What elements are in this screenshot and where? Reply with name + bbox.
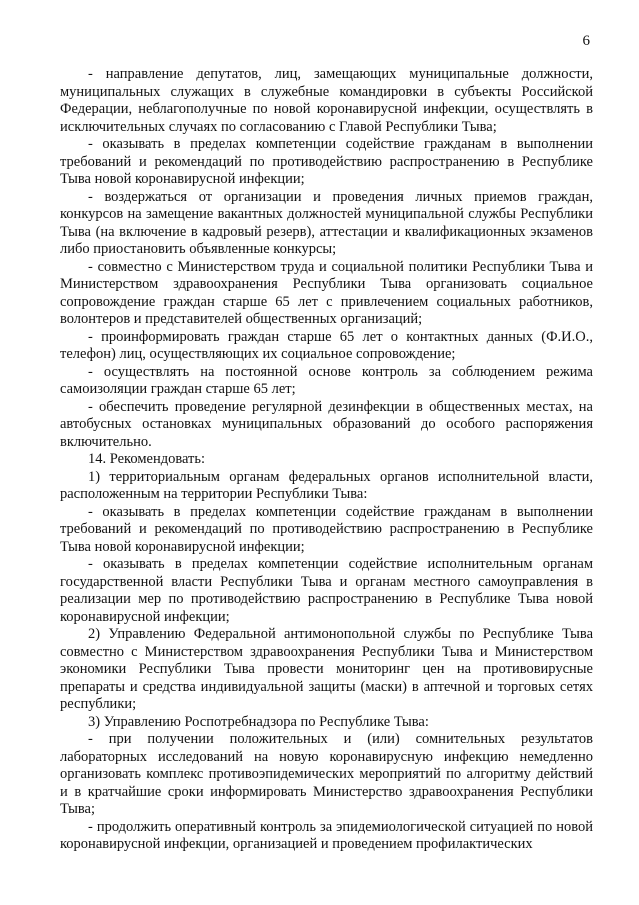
paragraph: - направление депутатов, лиц, замещающих муниципальные должности, муниципальных служащих в служебные командировки в субъекты Российской Федерации, неблагополучные по новой коронавирусной инфекции, осуществлять в исключительных случаях по согласованию с Главой Республики Тыва; — [60, 66, 593, 135]
paragraph: - оказывать в пределах компетенции содействие гражданам в выполнении требований и рекомендаций по противодействию распространению в Республике Тыва новой коронавирусной инфекции; — [60, 503, 593, 555]
paragraph: - оказывать в пределах компетенции содействие гражданам в выполнении требований и рекомендаций по противодействию распространению в Республике Тыва новой коронавирусной инфекции; — [60, 136, 593, 187]
paragraph: - воздержаться от организации и проведения личных приемов граждан, конкурсов на замещение вакантных должностей муниципальной службы Республики Тыва (на включение в кадровый резерв), аттестации и квалификационных экзаменов либо приостановить объявленные конкурсы; — [60, 188, 593, 257]
paragraph: - оказывать в пределах компетенции содействие исполнительным органам государственной власти Республики Тыва и органам местного самоуправления в реализации мер по противодействию распространению в Республике Тыва новой коронавирусной инфекции; — [60, 556, 593, 625]
paragraph: - обеспечить проведение регулярной дезинфекции в общественных местах, на автобусных остановках муниципальных образований до особого распоряжения включительно. — [60, 398, 593, 450]
section-heading: 14. Рекомендовать: — [88, 451, 206, 467]
page-number: 6 — [582, 33, 590, 49]
paragraph: 1) территориальным органам федеральных органов исполнительной власти, расположенным на территории Республики Тыва: — [60, 468, 593, 502]
paragraph: - проинформировать граждан старше 65 лет о контактных данных (Ф.И.О., телефон) лиц, осуществляющих их социальное сопровождение; — [60, 328, 593, 362]
paragraph: - продолжить оперативный контроль за эпидемиологической ситуацией по новой коронавирусной инфекции, организацией и проведением профилактических — [60, 818, 593, 852]
paragraph: 3) Управлению Роспотребнадзора по Республике Тыва: — [88, 713, 429, 730]
paragraph: - осуществлять на постоянной основе контроль за соблюдением режима самоизоляции граждан старше 65 лет; — [60, 363, 593, 397]
paragraph: 2) Управлению Федеральной антимонопольной службы по Республике Тыва совместно с Министерством здравоохранения Республики Тыва и Министерством экономики Республики Тыва провести мониторинг цен на противовирусные препараты и средства индивидуальной защиты (маски) в аптечной и торговых сетях республики; — [60, 626, 593, 712]
paragraph: - совместно с Министерством труда и социальной политики Республики Тыва и Министерством здравоохранения Республики Тыва организовать социальное сопровождение граждан старше 65 лет с привлечением социальных работников, волонтеров и представителей общественных организаций; — [60, 258, 593, 327]
document-body — [60, 66, 593, 854]
paragraph: - при получении положительных и (или) сомнительных результатов лабораторных исследований на новую коронавирусную инфекцию немедленно организовать комплекс противоэпидемических мероприятий по алгоритму действий и в кратчайшие сроки информировать Министерство здравоохранения Республики Тыва; — [60, 731, 593, 817]
